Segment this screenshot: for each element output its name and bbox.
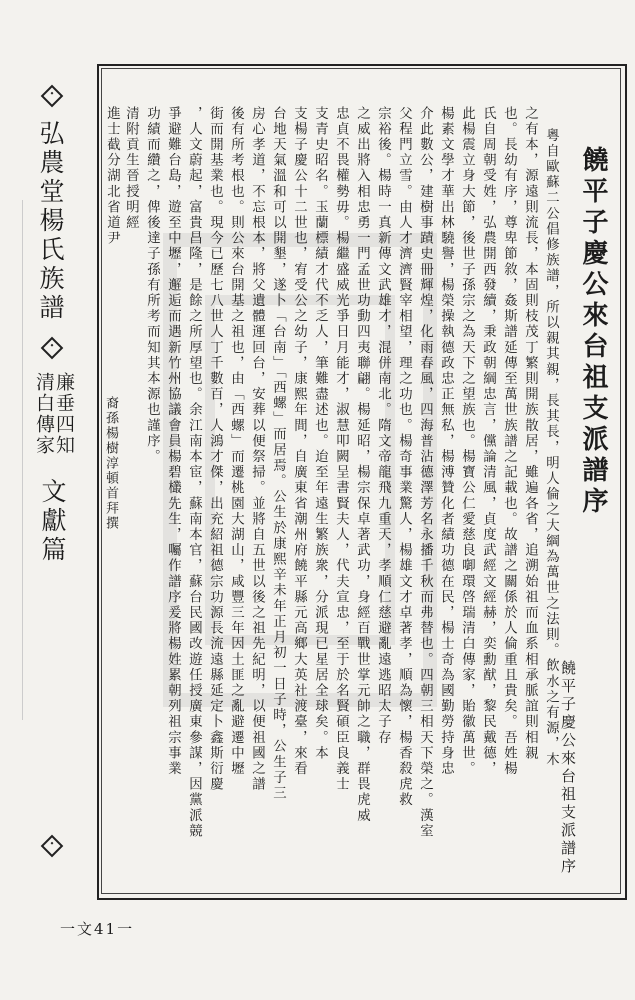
footer-title: 饒平子慶公來台祖支派譜序	[559, 660, 577, 876]
body-line: 粵自歐蘇二公倡修族譜，所以親其親，長其長，明人倫之大綱為萬世之法則。飲水之有源，木	[543, 128, 559, 768]
diamond-ornament-icon	[41, 337, 64, 360]
body-line: 宗裕後。楊時一真新傳文武雄才，混併南北。隋文帝龍飛九重天，孝順仁慈避亂遠逃昭太子存	[375, 106, 391, 746]
preface-title: 饒平子慶公來台祖支派譜序	[578, 146, 608, 518]
body-line: 支楊子慶公十二世也，宥受公之幼子，康熙年間，自廣東省潮州府饒平縣元高鄉大英社渡臺，來看	[291, 106, 307, 777]
body-line: 介此數公，建樹事蹟史冊輝煌，化雨春風，四海普沾德澤芳名永播千秋而弗替也。四朝三相天下榮之。漢室	[417, 106, 433, 840]
diamond-ornament-icon	[41, 85, 64, 108]
side-divider	[22, 200, 23, 720]
body-line: 此楊震立身大節，後世子孫宗之為天下之望族也。楊寶公仁愛慈良啣環啓瑞清白傳家，貽徽萬世。	[459, 106, 475, 777]
author-credential: 進士截分湖北省道尹	[104, 106, 120, 247]
body-line: 台地天氣溫和可以開墾，遂卜「台南」「西螺」而居焉。公生於康熙辛未年正月初一日子時，公生子三	[270, 106, 286, 802]
body-line: 功績而纘之，俾後達子孫有所考而知其本源也謹序。	[144, 106, 160, 465]
body-line: 支青史昭名。玉蘭標績才代不乏人，筆難盡述也。迨至年遠生繁族衆，分派現已星居全球矣。本	[312, 106, 328, 762]
body-line: 街而開基業也。現今已歷七八世人丁千數百，人鴻才傑，出充紹祖德宗功源長流遠縣延定卜鑫斯衍慶	[207, 106, 223, 793]
body-line: 也。長幼有序，尊卑節敘，姦斯譜延傳至萬世族譜之記載也。故譜之關係於人倫重且貴矣。吾姓楊	[501, 106, 517, 777]
signature: 裔孫楊樹淳頓首拜撰	[103, 396, 118, 531]
motto-line-2: 清白傳家	[33, 372, 55, 456]
section-label: 文獻篇	[38, 478, 67, 565]
body-line: 房心孝道，不忘根本，將父遺體運回台，安葬以便祭掃。並將自五世以後之祖先紀明，以便祖國之譜	[249, 106, 265, 793]
motto-line-1: 廉垂四知	[53, 372, 75, 456]
diamond-ornament-icon	[41, 835, 64, 858]
page-number: 一文41一	[60, 920, 135, 938]
body-line: 氏自周朝受姓，弘農開西發續，秉政朝綱忠言，儻論清風，貞度武經文經赫，奕勳猷，黎民戴德，	[480, 106, 496, 777]
body-line: 父程門立雪。由人才濟濟賢宰相望，理之功也。楊奇事業驚人，楊雄文才卓著孝，順為懷，楊香殺虎救	[396, 106, 412, 808]
body-line: 忠貞不畏權勢毋。楊繼盛威光爭日月能才，淑慧叩闕呈書賢夫人，代夫宣忠，至于於名賢碩臣良義士	[333, 106, 349, 793]
body-line: 之威出將入相忠勇一門孟世功動四夷聯翩。楊延昭，楊宗保卓著武功，身經百戰世掌元帥之職，群畏虎威	[354, 106, 370, 824]
body-line: 爭避難台島，遊至中壢，邂逅而遇新竹州協議會員楊碧欉先生，囑作譜序爰將楊姓累朝列祖宗事業	[165, 106, 181, 777]
body-line: ，人文蔚起，富貴昌隆，是餘之所厚望也。余江南本宦，蘇南本官，蘇台民國改遊任授廣東參謀，因黨派競	[186, 106, 202, 840]
author-credential: 清附貢生晉授明經	[123, 106, 139, 231]
body-line: 後有所考根也。則公來台開基之祖也，由「西螺」而遷桃園大湖山，咸豐三年因土匪之亂避遷中壢	[228, 106, 244, 777]
book-title: 弘農堂楊氏族譜	[36, 120, 65, 323]
body-line: 楊素文學才華出林驍譽，楊榮操執德政忠正無私，楊溥贊化者績功德在民，楊士奇為國勤勞持身忠	[438, 106, 454, 777]
body-line: 之有本，源遠則流長，本固則枝茂丁繁則開族散居，雖遍各省，追溯始祖而血系相承脈誼則相親	[522, 106, 538, 762]
